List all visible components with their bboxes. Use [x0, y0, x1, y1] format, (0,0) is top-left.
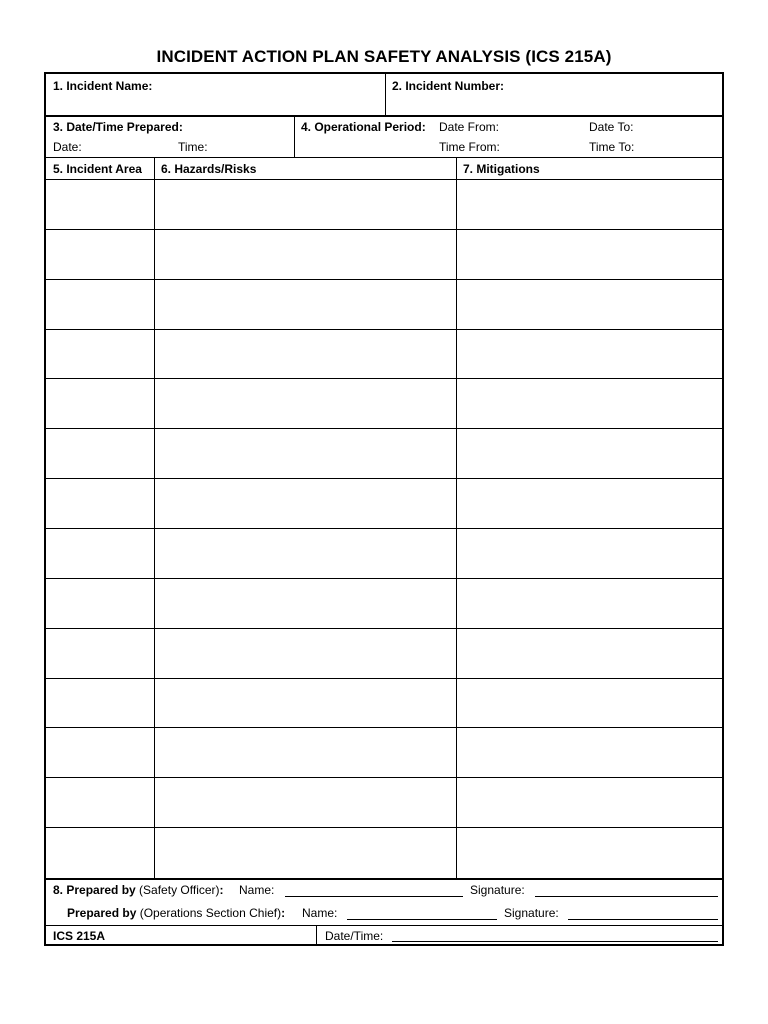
incident-area-cell[interactable] — [46, 728, 154, 778]
incident-area-cell[interactable] — [46, 679, 154, 729]
hazards-risks-cell[interactable] — [155, 180, 456, 230]
table-row — [46, 230, 722, 280]
table-row — [46, 778, 722, 828]
operational-period-label: 4. Operational Period: — [301, 120, 426, 134]
time-to-label: Time To: — [589, 140, 635, 154]
incident-area-cell[interactable] — [46, 479, 154, 529]
form-title: INCIDENT ACTION PLAN SAFETY ANALYSIS (ICS 215A) — [156, 47, 612, 66]
incident-area-cell[interactable] — [46, 180, 154, 230]
divider — [46, 925, 722, 926]
date-time-prepared-field[interactable] — [46, 117, 294, 157]
signature-label: Signature: — [470, 883, 525, 897]
mitigations-cell[interactable] — [457, 479, 722, 529]
analysis-table — [46, 180, 722, 878]
incident-area-cell[interactable] — [46, 379, 154, 429]
hazards-risks-cell[interactable] — [155, 579, 456, 629]
incident-area-cell[interactable] — [46, 579, 154, 629]
table-row — [46, 379, 722, 429]
hazards-risks-cell[interactable] — [155, 629, 456, 679]
mitigations-cell[interactable] — [457, 728, 722, 778]
incident-name-label: 1. Incident Name: — [53, 79, 153, 93]
incident-area-cell[interactable] — [46, 230, 154, 280]
mitigations-cell[interactable] — [457, 529, 722, 579]
divider — [46, 878, 722, 880]
hazards-risks-cell[interactable] — [155, 379, 456, 429]
mitigations-cell[interactable] — [457, 280, 722, 330]
mitigations-cell[interactable] — [457, 180, 722, 230]
mitigations-header: 7. Mitigations — [463, 162, 540, 176]
date-time-label: Date/Time: — [325, 929, 384, 943]
ops-chief-signature-field[interactable] — [568, 919, 718, 920]
form-body — [44, 72, 724, 946]
hazards-risks-cell[interactable] — [155, 479, 456, 529]
table-row — [46, 579, 722, 629]
table-row — [46, 728, 722, 778]
signature-label: Signature: — [504, 906, 559, 920]
safety-officer-name-field[interactable] — [285, 896, 463, 897]
prepared-by-safety-officer — [53, 883, 224, 897]
divider — [316, 925, 317, 944]
hazards-risks-cell[interactable] — [155, 230, 456, 280]
incident-area-cell[interactable] — [46, 778, 154, 828]
mitigations-cell[interactable] — [457, 629, 722, 679]
incident-area-cell[interactable] — [46, 429, 154, 479]
mitigations-cell[interactable] — [457, 679, 722, 729]
mitigations-cell[interactable] — [457, 330, 722, 380]
date-time-prepared-label: 3. Date/Time Prepared: — [53, 120, 183, 134]
time-label: Time: — [178, 140, 208, 154]
colon: : — [219, 883, 224, 897]
mitigations-cell[interactable] — [457, 579, 722, 629]
name-label: Name: — [302, 906, 338, 920]
date-time-field[interactable] — [392, 941, 718, 942]
mitigations-cell[interactable] — [457, 379, 722, 429]
prepared-by-ops-chief — [67, 906, 285, 920]
hazards-risks-cell[interactable] — [155, 330, 456, 380]
hazards-risks-cell[interactable] — [155, 429, 456, 479]
table-row — [46, 828, 722, 878]
incident-number-field[interactable] — [386, 74, 722, 115]
role-label: (Safety Officer) — [135, 883, 220, 897]
hazards-risks-header: 6. Hazards/Risks — [161, 162, 257, 176]
date-to-label: Date To: — [589, 120, 634, 134]
table-row — [46, 479, 722, 529]
hazards-risks-cell[interactable] — [155, 728, 456, 778]
name-label: Name: — [239, 883, 275, 897]
safety-officer-signature-field[interactable] — [535, 896, 718, 897]
incident-area-cell[interactable] — [46, 330, 154, 380]
incident-name-field[interactable] — [46, 74, 385, 115]
table-row — [46, 330, 722, 380]
hazards-risks-cell[interactable] — [155, 778, 456, 828]
time-from-label: Time From: — [439, 140, 500, 154]
incident-number-label: 2. Incident Number: — [392, 79, 505, 93]
colon: : — [281, 906, 286, 920]
hazards-risks-cell[interactable] — [155, 529, 456, 579]
incident-area-cell[interactable] — [46, 280, 154, 330]
table-row — [46, 280, 722, 330]
date-label: Date: — [53, 140, 82, 154]
form-id: ICS 215A — [53, 929, 106, 943]
prepared-by-label: Prepared by — [67, 906, 137, 920]
table-row — [46, 679, 722, 729]
ops-chief-name-field[interactable] — [347, 919, 497, 920]
table-row — [46, 629, 722, 679]
operational-period-field[interactable] — [295, 117, 722, 157]
table-row — [46, 180, 722, 230]
incident-area-cell[interactable] — [46, 529, 154, 579]
prepared-by-label: 8. Prepared by — [53, 883, 136, 897]
role-label: (Operations Section Chief) — [136, 906, 282, 920]
table-row — [46, 529, 722, 579]
hazards-risks-cell[interactable] — [155, 679, 456, 729]
incident-area-cell[interactable] — [46, 629, 154, 679]
mitigations-cell[interactable] — [457, 828, 722, 878]
table-row — [46, 429, 722, 479]
incident-area-header: 5. Incident Area — [53, 162, 142, 176]
mitigations-cell[interactable] — [457, 429, 722, 479]
incident-area-cell[interactable] — [46, 828, 154, 878]
hazards-risks-cell[interactable] — [155, 828, 456, 878]
date-from-label: Date From: — [439, 120, 500, 134]
mitigations-cell[interactable] — [457, 230, 722, 280]
mitigations-cell[interactable] — [457, 778, 722, 828]
hazards-risks-cell[interactable] — [155, 280, 456, 330]
divider — [46, 157, 722, 158]
